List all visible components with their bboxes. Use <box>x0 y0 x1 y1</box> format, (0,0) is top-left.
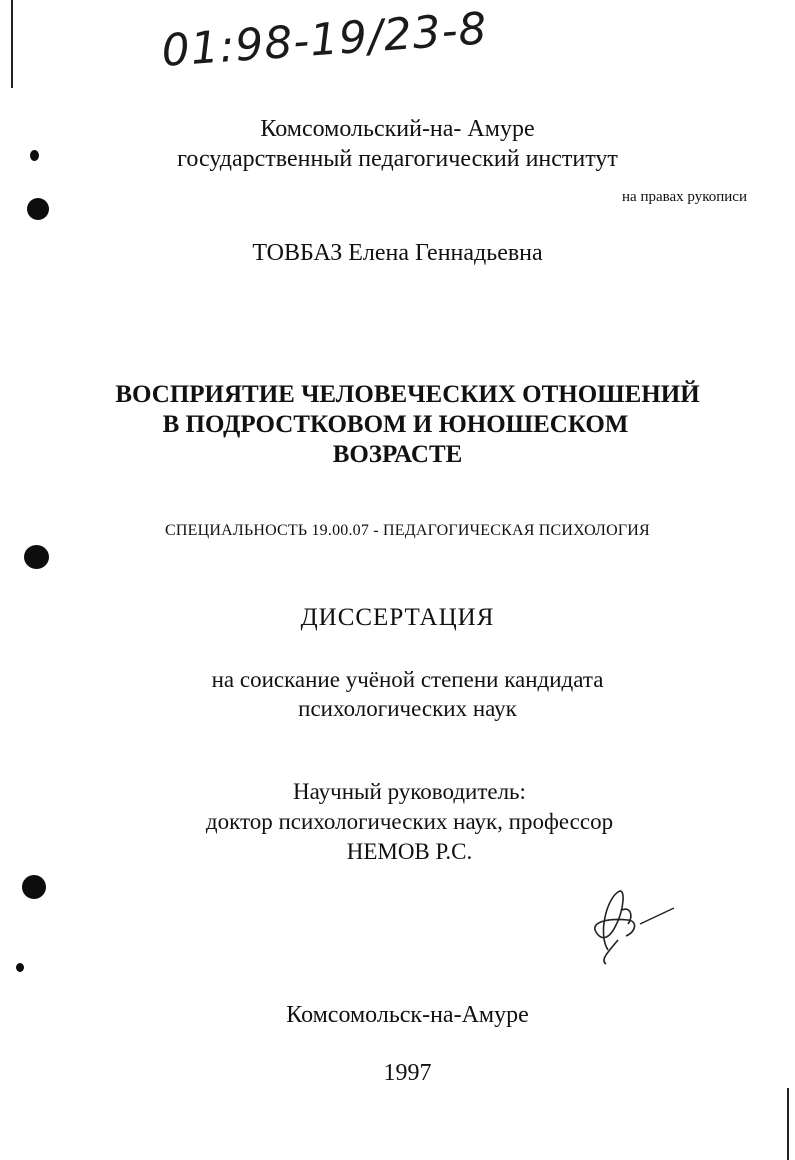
punch-hole <box>22 875 46 899</box>
title-line-3: ВОЗРАСТЕ <box>332 441 463 468</box>
author-name: ТОВБАЗ Елена Геннадьевна <box>252 240 543 266</box>
archive-code-handwritten: 01:98-19/23-8 <box>160 3 490 77</box>
thesis-title <box>10 380 795 470</box>
scan-edge-line <box>787 1088 789 1160</box>
document-type: ДИССЕРТАЦИЯ <box>300 604 495 631</box>
speciality: СПЕЦИАЛЬНОСТЬ 19.00.07 - ПЕДАГОГИЧЕСКАЯ ПСИХОЛОГИЯ <box>165 522 650 539</box>
institute-line-2: государственный педагогический институт <box>177 146 618 172</box>
degree-line-2: психологических наук <box>298 696 517 721</box>
punch-hole <box>24 545 49 569</box>
signature <box>578 880 688 970</box>
supervisor-block <box>12 777 795 867</box>
title-line-1: ВОСПРИЯТИЕ ЧЕЛОВЕЧЕСКИХ ОТНОШЕНИЙ <box>115 381 700 408</box>
institute-line-1: Комсомольский-на- Амуре <box>260 116 535 142</box>
supervisor-credentials: доктор психологических наук, профессор <box>205 809 614 834</box>
manuscript-note: на правах рукописи <box>622 189 747 205</box>
title-line-2: В ПОДРОСТКОВОМ И ЮНОШЕСКОМ <box>162 411 629 438</box>
supervisor-name: НЕМОВ Р.С. <box>346 839 473 864</box>
degree-line <box>10 665 795 723</box>
scan-edge-line <box>11 0 13 88</box>
punch-hole <box>16 963 24 972</box>
supervisor-label: Научный руководитель: <box>293 779 526 804</box>
institute-name <box>0 114 795 174</box>
punch-hole <box>27 198 49 220</box>
city: Комсомольск-на-Амуре <box>286 1002 529 1028</box>
degree-line-1: на соискание учёной степени кандидата <box>211 667 604 692</box>
year: 1997 <box>383 1060 432 1086</box>
